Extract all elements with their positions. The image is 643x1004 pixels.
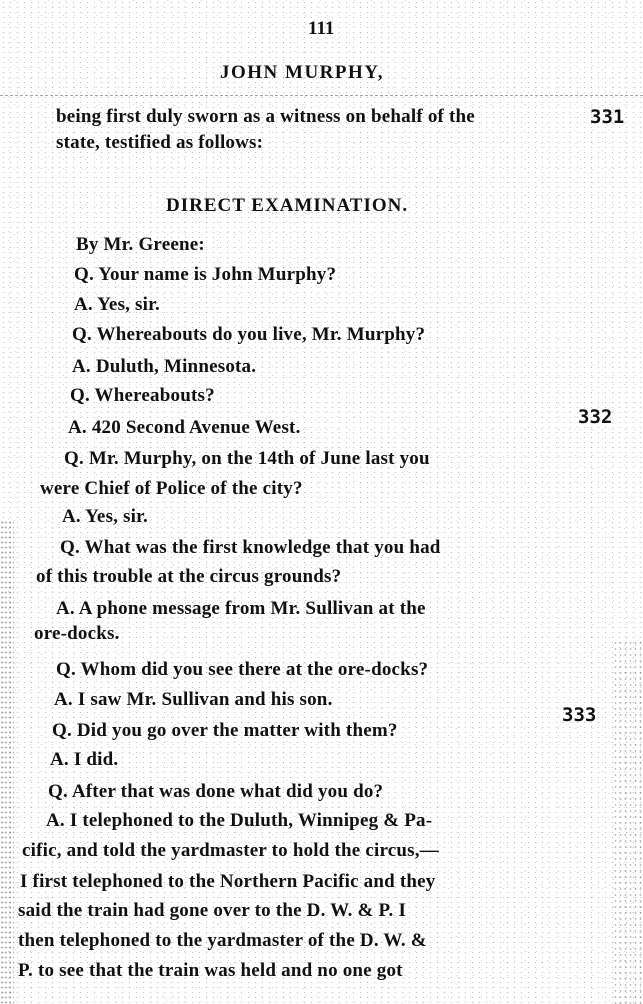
text-line: Q. Whereabouts? xyxy=(70,385,215,406)
text-line: Q. Did you go over the matter with them? xyxy=(52,720,398,741)
text-line: Q. After that was done what did you do? xyxy=(48,781,384,802)
text-line: were Chief of Police of the city? xyxy=(40,478,303,499)
text-line: A. Duluth, Minnesota. xyxy=(72,356,257,377)
text-line: then telephoned to the yardmaster of the D. W. & xyxy=(18,930,427,951)
text-line: P. to see that the train was held and no one got xyxy=(18,960,403,981)
text-line: Q. Whom did you see there at the ore-docks? xyxy=(56,659,429,680)
section-heading: DIRECT EXAMINATION. xyxy=(166,195,409,216)
text-line: By Mr. Greene: xyxy=(76,234,205,255)
text-line: Q. Mr. Murphy, on the 14th of June last you xyxy=(64,448,430,469)
text-line: A. I did. xyxy=(50,749,119,770)
text-line: I first telephoned to the Northern Pacific and they xyxy=(20,871,436,892)
text-line: A. A phone message from Mr. Sullivan at the xyxy=(56,598,426,619)
margin-number: 331 xyxy=(590,106,625,128)
text-line: A. Yes, sir. xyxy=(62,506,148,527)
margin-number: 332 xyxy=(578,406,613,428)
text-line: state, testified as follows: xyxy=(56,132,264,153)
text-line: Q. Your name is John Murphy? xyxy=(74,264,337,285)
margin-number: 333 xyxy=(562,704,597,726)
page-rule xyxy=(0,95,643,96)
text-line: said the train had gone over to the D. W. & P. I xyxy=(18,900,407,921)
text-line: Q. Whereabouts do you live, Mr. Murphy? xyxy=(72,324,426,345)
text-line: A. 420 Second Avenue West. xyxy=(68,417,301,438)
text-line: being first duly sworn as a witness on behalf of the xyxy=(56,106,475,127)
text-line: ore-docks. xyxy=(34,623,120,644)
scan-noise-right xyxy=(613,640,643,1004)
witness-name: JOHN MURPHY, xyxy=(220,62,385,83)
text-line: Q. What was the first knowledge that you had xyxy=(60,537,441,558)
text-line: A. I saw Mr. Sullivan and his son. xyxy=(54,689,333,710)
text-line: cific, and told the yardmaster to hold the circus,— xyxy=(22,840,439,861)
text-line: A. Yes, sir. xyxy=(74,294,160,315)
text-line: A. I telephoned to the Duluth, Winnipeg & Pa- xyxy=(46,810,433,831)
text-line: of this trouble at the circus grounds? xyxy=(36,566,342,587)
page-number: 111 xyxy=(308,18,335,39)
scan-noise-left xyxy=(0,520,14,1004)
